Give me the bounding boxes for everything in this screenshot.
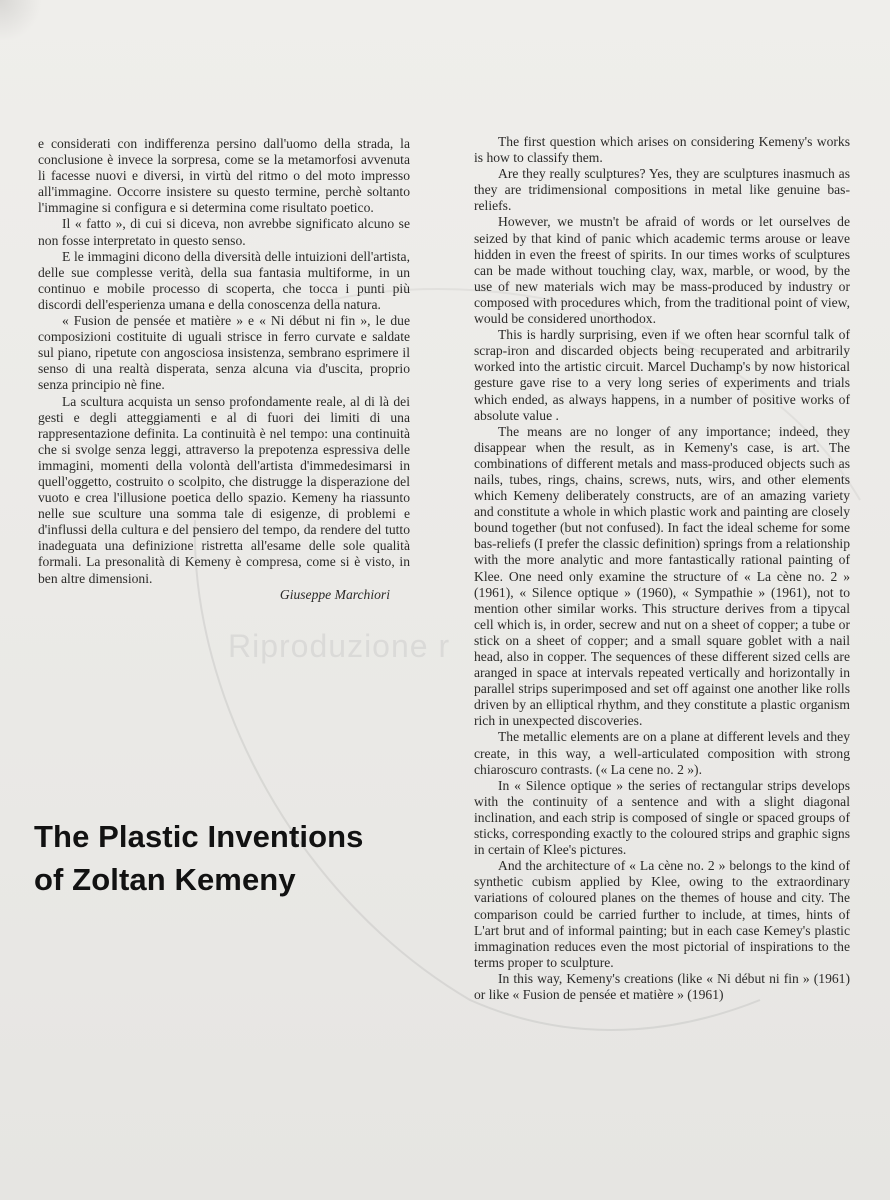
article-title — [34, 815, 454, 901]
paragraph: E le immagini dicono della diversità delle intuizioni dell'artista, delle sue complesse verità, della sua fantasia multiforme, in un continuo e mobile processo di scoperta, che tocca i punti più discordi dell'esperienza umana e della conoscenza della natura. — [38, 248, 410, 312]
paragraph: « Fusion de pensée et matière » e « Ni début ni fin », le due composizioni costituite di uguali strisce in ferro curvate e saldate sul piano, ripetute con angosciosa insistenza, sembrano esprimere il senso di una realtà disperata, senza alcuna via d'uscita, proprio senza principio nè fine. — [38, 313, 410, 393]
paragraph: And the architecture of « La cène no. 2 » belongs to the kind of synthetic cubism applied by Klee, owing to the extraordinary variations of coloured planes on the themes of house and city. The comparison could be carried further to include, at times, hints of L'art brut and of informal painting; but in each case Kemey's plastic immagination reduces even the most pictorial of inspirations to the terms proper to sculpture. — [474, 858, 850, 970]
paragraph: e considerati con indifferenza persino dall'uomo della strada, la conclusione è invece la sorpresa, come se la metamorfosi avvenuta li facesse nuovi e diversi, in virtù del ritmo o del moto impresso all'immagine. Occorre insistere su questo termine, perchè soltanto l'immagine si configura e si determina come risultato poetico. — [38, 136, 410, 216]
paragraph: However, we mustn't be afraid of words or let ourselves de seized by that kind of panic which academic terms arouse or leave hidden in even the freest of spirits. In our times works of sculptures can be made without touching clay, wax, marble, or wood, by the use of new materials wich may be mass-produced by industry or composed with procedures which, from the traditional point of view, would be considered unorthodox. — [474, 214, 850, 327]
paragraph: In « Silence optique » the series of rectangular strips develops with the continuity of a sentence and with a slight diagonal inclination, and each strip is composed of single or spaced groups of sticks, corresponding exactly to the coloured strips and graphic signs in certain of Klee's pictures. — [474, 777, 850, 858]
title-line-1: The Plastic Inventions — [34, 819, 364, 854]
title-line-2: of Zoltan Kemeny — [34, 862, 296, 897]
paragraph: The metallic elements are on a plane at different levels and they create, in this way, a well-articulated composition with strong chiaroscuro contrasts. (« La cene no. 2 »). — [474, 729, 850, 777]
paragraph: Il « fatto », di cui si diceva, non avrebbe significato alcuno se non fosse interpretato in questo senso. — [38, 216, 410, 248]
paragraph: This is hardly surprising, even if we often hear scornful talk of scrap-iron and discarded objects being recuperated and arbitrarily worked into the artistic circuit. Marcel Duchamp's by now historical gesture gave rise to a very long series of experiments and trials which ended, as always happens, in a number of positive works of absolute value . — [474, 327, 850, 423]
page-corner-shadow — [0, 0, 44, 40]
watermark-text: Riproduzione r — [228, 628, 451, 664]
paragraph: The means are no longer of any importance; indeed, they disappear when the result, as in Kemeny's case, is art. The combinations of different metals and mass-produced objects such as nails, tubes, rings, chains, screws, nuts, wirs, and other elements which Kemeny deliberately constructs, are of an amazing variety and constitute a whole in which plastic work and painting are closely bound together (but not confused). In fact the ideal scheme for some bas-reliefs (I prefer the classic definition) springs from a relationship with the more analytic and more fantastically rational painting of Klee. One need only examine the structure of « La cène no. 2 » (1961), « Silence optique » (1960), « Sympathie » (1961), not to mention other similar works. This structure derives from a tipycal cell which is, in order, secrew and nut on a sheet of copper; a tube or stick on a sheet of copper; and a small square goblet with a nail head, also in copper. The sequences of these different sized cells are aranged in space at intervals repeated vertically and horizontally in parallel strips superimposed and set off against one another like rolls driven by an elliptical rhythm, and they constitute a plastic organism rich in unexpected discoveries. — [474, 423, 850, 729]
author-signature: Giuseppe Marchiori — [279, 586, 390, 602]
right-column — [474, 134, 850, 1003]
paragraph: The first question which arises on considering Kemeny's works is how to classify them. — [474, 134, 850, 166]
paragraph: In this way, Kemeny's creations (like « Ni début ni fin » (1961) or like « Fusion de pensée et matière » (1961) — [474, 970, 850, 1002]
paragraph: La scultura acquista un senso profondamente reale, al di là dei gesti e degli atteggiamenti e al di fuori dei limiti di una rappresentazione definita. La continuità è nel tempo: una continuità che si svolge senza leggi, attraverso la prepotenza espressiva delle immagini, momenti della volontà dell'artista d'immedesimarsi in quell'oggetto, costruito o scolpito, che distrugge la disperazione del vuoto e crea l'illusione poetica dello spazio. Kemeny ha riassunto nelle sue sculture una somma tale di esigenze, di problemi e d'influssi della cultura e del pensiero del tempo, da rendere del tutto inadeguata una definizione ristretta all'esame delle sole qualità formali. La presonalità di Kemeny è compresa, come si è visto, in ben altre dimensioni. — [38, 393, 410, 586]
left-column — [38, 136, 410, 603]
paragraph: Are they really sculptures? Yes, they are sculptures inasmuch as they are tridimensional compositions in metal like genuine bas-reliefs. — [474, 166, 850, 214]
